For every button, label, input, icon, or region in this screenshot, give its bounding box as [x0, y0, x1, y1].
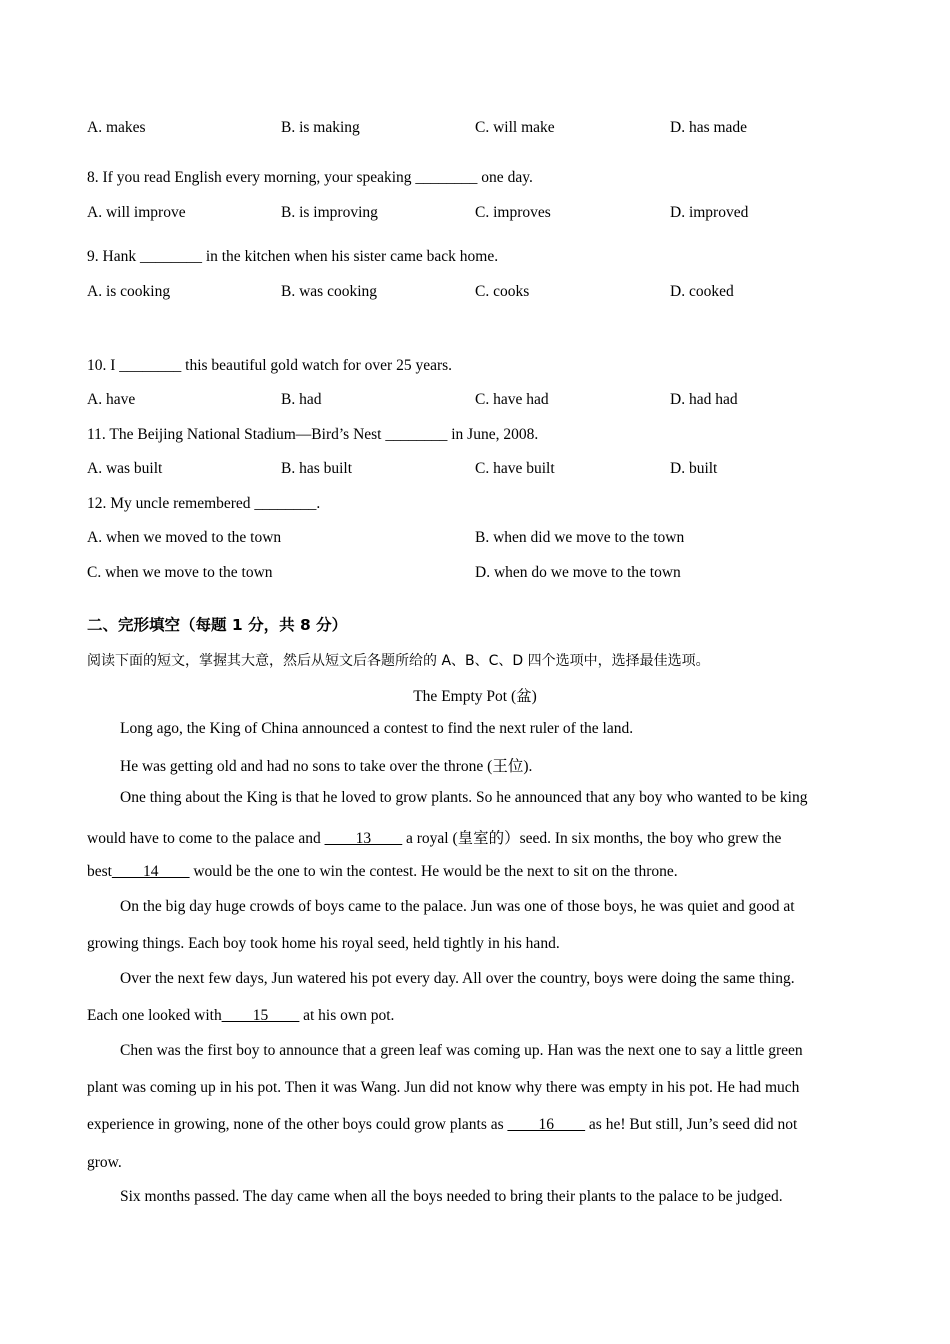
passage-title: The Empty Pot (盆): [413, 688, 537, 705]
passage-paragraph-6-line4: grow.: [87, 1154, 122, 1171]
q7-option-a: A. makes: [87, 119, 146, 136]
q8-option-c: C. improves: [475, 204, 551, 221]
passage-paragraph-2: He was getting old and had no sons to take over the throne (王位).: [120, 758, 533, 775]
q10-option-b: B. had: [281, 391, 322, 408]
passage-paragraph-5-line1: Over the next few days, Jun watered his pot every day. All over the country, boys were doing the same thing.: [120, 970, 795, 987]
q9-option-d: D. cooked: [670, 283, 734, 300]
text: best: [87, 863, 112, 880]
q9-stem: 9. Hank ________ in the kitchen when his sister came back home.: [87, 248, 499, 265]
q12-option-a: A. when we moved to the town: [87, 529, 282, 546]
q9-option-c: C. cooks: [475, 283, 530, 300]
passage-paragraph-3-line1: One thing about the King is that he loved to grow plants. So he announced that any boy who wanted to be king: [120, 789, 808, 806]
q11-option-c: C. have built: [475, 460, 555, 477]
passage-paragraph-6-line3: [87, 1116, 797, 1134]
passage-paragraph-1: Long ago, the King of China announced a contest to find the next ruler of the land.: [120, 720, 634, 737]
q10-stem: 10. I ________ this beautiful gold watch for over 25 years.: [87, 357, 453, 374]
q9-option-b: B. was cooking: [281, 283, 378, 300]
text: Each one looked with: [87, 1007, 222, 1024]
section-heading: 二、完形填空（每题 1 分，共 8 分）: [87, 616, 348, 634]
passage-paragraph-3-line3: [87, 863, 678, 881]
q10-option-d: D. had had: [670, 391, 738, 408]
q7-option-d: D. has made: [670, 119, 748, 136]
text: would be the one to win the contest. He would be the next to sit on the throne.: [189, 863, 678, 880]
passage-paragraph-6-line1: Chen was the first boy to announce that a green leaf was coming up. Han was the next one to say a little green: [120, 1042, 803, 1059]
q11-option-b: B. has built: [281, 460, 353, 477]
q9-option-a: A. is cooking: [87, 283, 171, 300]
q8-stem: 8. If you read English every morning, your speaking ________ one day.: [87, 169, 533, 186]
text: would have to come to the palace and: [87, 830, 325, 847]
passage-paragraph-7: Six months passed. The day came when all the boys needed to bring their plants to the palace to be judged.: [120, 1188, 783, 1205]
blank-16: ____16____: [507, 1116, 586, 1133]
q12-option-b: B. when did we move to the town: [475, 529, 685, 546]
text: a royal (皇室的）seed. In six months, the boy who grew the: [402, 830, 782, 847]
blank-13: ____13____: [324, 830, 403, 847]
text: at his own pot.: [299, 1007, 395, 1024]
passage-paragraph-5-line2: [87, 1007, 394, 1025]
q7-option-b: B. is making: [281, 119, 360, 136]
q12-option-c: C. when we move to the town: [87, 564, 273, 581]
q12-stem: 12. My uncle remembered ________.: [87, 495, 321, 512]
q8-option-d: D. improved: [670, 204, 749, 221]
blank-15: ____15____: [221, 1007, 300, 1024]
q11-option-d: D. built: [670, 460, 718, 477]
text: as he! But still, Jun’s seed did not: [585, 1116, 798, 1133]
q10-option-c: C. have had: [475, 391, 549, 408]
text: experience in growing, none of the other boys could grow plants as: [87, 1116, 508, 1133]
q10-option-a: A. have: [87, 391, 136, 408]
q12-option-d: D. when do we move to the town: [475, 564, 681, 581]
blank-14: ____14____: [111, 863, 190, 880]
passage-paragraph-4-line1: On the big day huge crowds of boys came to the palace. Jun was one of those boys, he was quiet and good at: [120, 898, 795, 915]
q8-option-a: A. will improve: [87, 204, 186, 221]
q11-stem: 11. The Beijing National Stadium—Bird’s Nest ________ in June, 2008.: [87, 426, 539, 443]
section-instruction: 阅读下面的短文，掌握其大意，然后从短文后各题所给的 A、B、C、D 四个选项中，选择最佳选项。: [87, 653, 710, 669]
passage-paragraph-3-line2: [87, 826, 781, 848]
passage-paragraph-4-line2: growing things. Each boy took home his royal seed, held tightly in his hand.: [87, 935, 560, 952]
passage-paragraph-6-line2: plant was coming up in his pot. Then it was Wang. Jun did not know why there was empty in his pot. He had much: [87, 1079, 800, 1096]
q7-option-c: C. will make: [475, 119, 555, 136]
q8-option-b: B. is improving: [281, 204, 378, 221]
q11-option-a: A. was built: [87, 460, 163, 477]
